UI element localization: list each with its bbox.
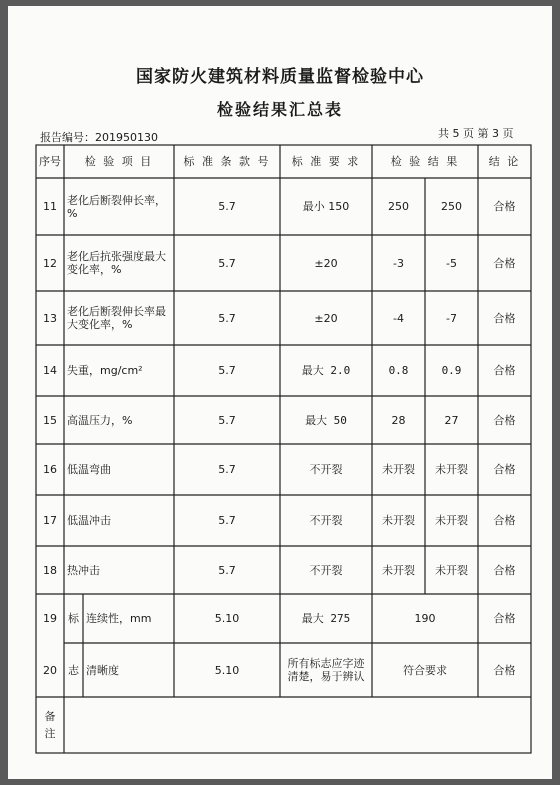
row-clause: 5.7 (218, 514, 236, 527)
row-result-1: 未开裂 (382, 463, 415, 476)
row-clause: 5.10 (214, 663, 240, 677)
row-result-1: 250 (388, 200, 409, 213)
row-conclusion: 合格 (493, 413, 516, 427)
row-result-1: -3 (393, 256, 404, 270)
row-conclusion: 合格 (493, 311, 516, 325)
row-item: 热冲击 (67, 563, 100, 577)
row-item: 连续性，mm (86, 612, 152, 625)
row-result-1: 未开裂 (382, 514, 415, 527)
row-result-2: 未开裂 (435, 563, 468, 577)
header-result: 检 验 结 果 (390, 155, 460, 168)
row-requirement: 不开裂 (309, 514, 343, 527)
header-clause: 标 准 条 款 号 (183, 155, 271, 168)
row-conclusion: 合格 (493, 514, 516, 527)
row-item: 老化后抗张强度最大变化率，% (67, 250, 166, 276)
row-seq: 15 (43, 413, 57, 427)
row-item: 清晰度 (86, 663, 119, 677)
row-conclusion: 合格 (493, 563, 516, 577)
row-requirement: 最大 275 (301, 612, 351, 625)
row-seq: 17 (43, 514, 57, 527)
row-result: 符合要求 (403, 663, 447, 677)
row-requirement: 最大 50 (305, 413, 347, 427)
report-number: 报告编号：201950130 (40, 131, 158, 144)
row-clause: 5.10 (214, 612, 240, 625)
page-subtitle: 检验结果汇总表 (216, 100, 343, 119)
row-result-2: 250 (441, 200, 462, 213)
row-requirement: ±20 (314, 311, 338, 325)
row-clause: 5.7 (218, 200, 236, 213)
row-seq: 20 (43, 663, 57, 677)
row-requirement: 不开裂 (309, 463, 343, 476)
row-item: 老化后断裂伸长率最大变化率，% (67, 305, 166, 331)
row-seq: 13 (43, 311, 57, 325)
row-seq: 12 (43, 256, 57, 270)
row-clause: 5.7 (218, 311, 236, 325)
page-number: 共 5 页 第 3 页 (438, 127, 514, 140)
row-conclusion: 合格 (493, 463, 516, 476)
report-page (8, 6, 552, 779)
row-requirement: 最大 2.0 (301, 364, 351, 377)
row-result-2: 27 (444, 413, 459, 427)
row-item: 老化后断裂伸长率，% (67, 193, 166, 220)
row-clause: 5.7 (218, 463, 236, 476)
header-conclusion: 结 论 (488, 155, 521, 168)
row-result-2: 未开裂 (435, 514, 468, 527)
row-conclusion: 合格 (493, 256, 516, 270)
mark-group-label-top: 标 (68, 612, 79, 625)
row-clause: 5.7 (218, 364, 236, 377)
row-clause: 5.7 (218, 563, 236, 577)
row-result-2: -7 (446, 311, 457, 325)
row-result-1: -4 (393, 311, 404, 325)
header-seq: 序号 (39, 155, 61, 168)
row-result: 190 (414, 612, 436, 625)
row-result-1: 28 (391, 413, 406, 427)
row-requirement: 不开裂 (309, 563, 343, 577)
row-clause: 5.7 (218, 413, 236, 427)
row-clause: 5.7 (218, 256, 236, 270)
row-result-1: 未开裂 (382, 563, 415, 577)
row-item: 高温压力，% (67, 413, 133, 427)
row-conclusion: 合格 (493, 364, 516, 377)
row-conclusion: 合格 (493, 663, 516, 677)
row-result-2: 未开裂 (435, 463, 468, 476)
header-requirement: 标 准 要 求 (291, 155, 361, 168)
page-title: 国家防火建筑材料质量监督检验中心 (136, 67, 424, 87)
row-item: 低温弯曲 (67, 463, 111, 476)
row-seq: 16 (43, 463, 57, 476)
notes-label: 备注 (44, 710, 56, 740)
row-conclusion: 合格 (493, 612, 516, 625)
row-item: 失重，mg/cm² (67, 364, 143, 377)
row-item: 低温冲击 (67, 514, 111, 527)
row-result-2: 0.9 (441, 364, 462, 377)
row-seq: 19 (43, 612, 57, 625)
row-result-2: -5 (446, 256, 457, 270)
row-requirement: ±20 (314, 256, 338, 270)
row-seq: 11 (43, 200, 57, 213)
row-seq: 14 (43, 364, 57, 377)
row-seq: 18 (43, 563, 57, 577)
mark-group-label-bottom: 志 (68, 663, 79, 677)
row-requirement: 最小 150 (302, 200, 350, 213)
header-item: 检 验 项 目 (84, 155, 154, 168)
row-result-1: 0.8 (388, 364, 409, 377)
row-conclusion: 合格 (493, 200, 516, 213)
row-requirement: 所有标志应字迹清楚，易于辨认 (287, 657, 365, 683)
